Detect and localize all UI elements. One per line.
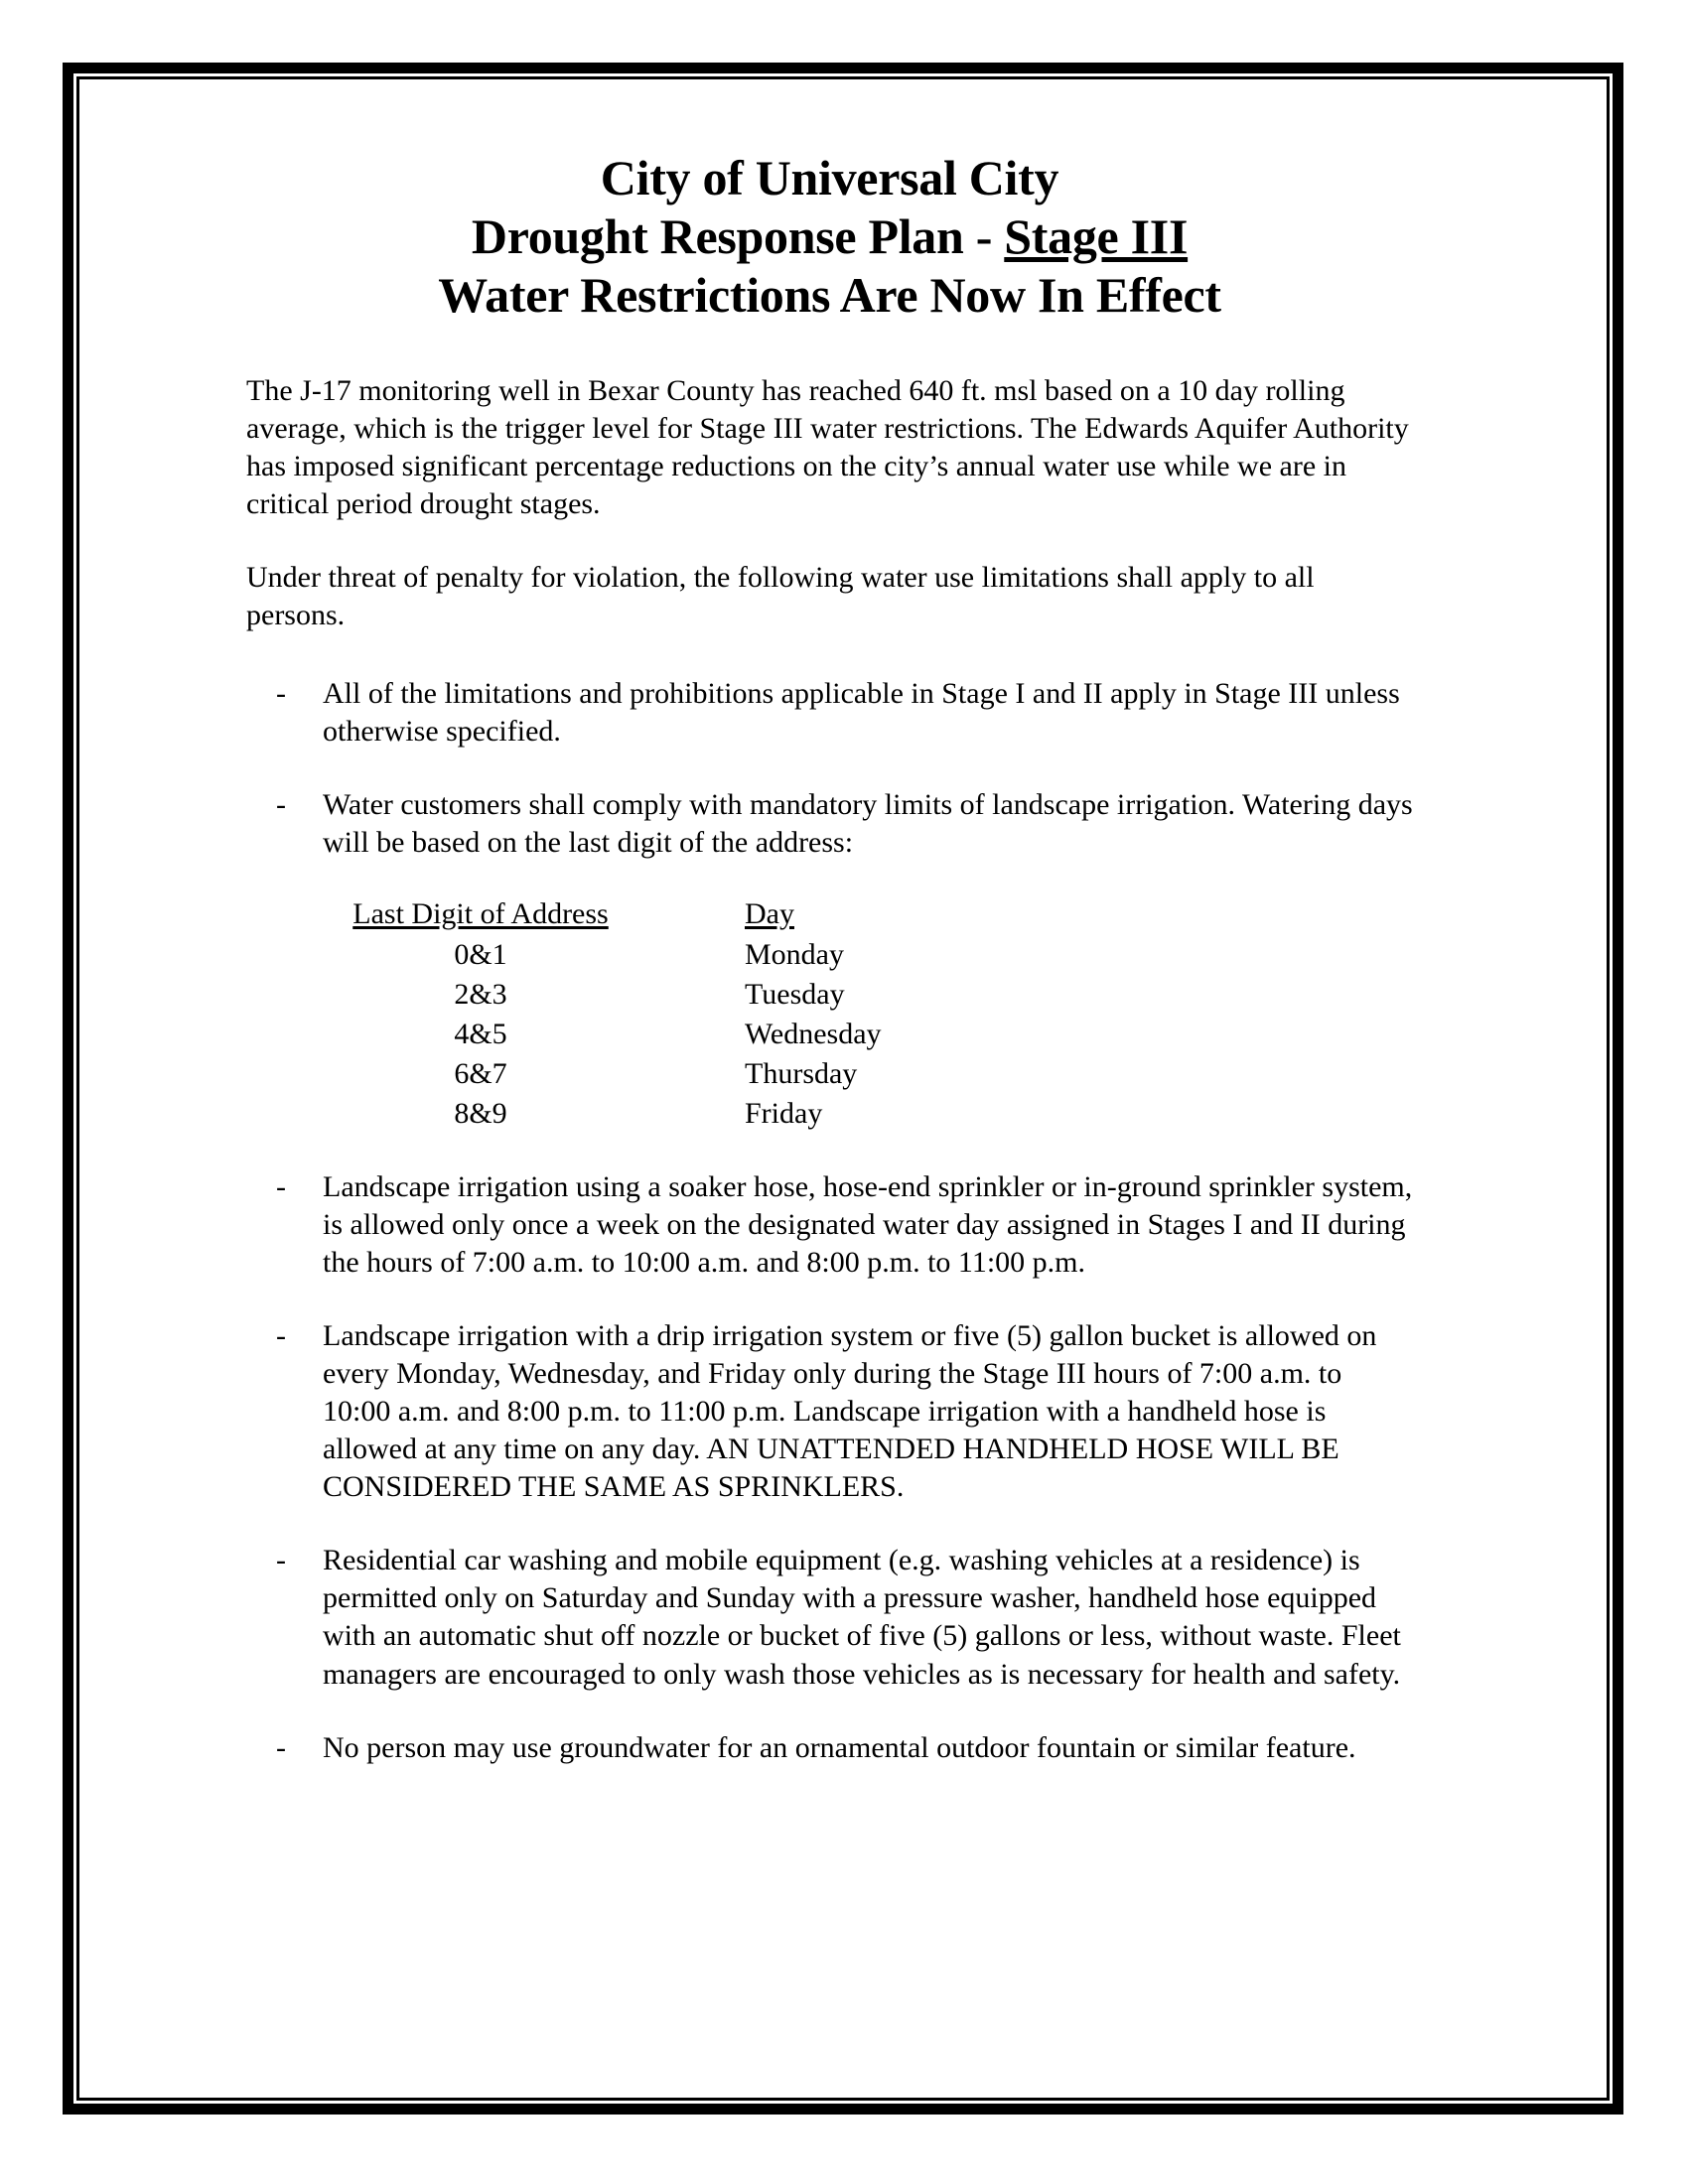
- bullet-marker-icon: -: [276, 1169, 286, 1203]
- cell-last-digit: 4&5: [454, 1018, 507, 1051]
- restrictions-list: [246, 675, 1413, 1767]
- title-line-2-text: Drought Response Plan -: [471, 208, 1005, 264]
- list-item: [246, 1542, 1413, 1693]
- bullet-marker-icon: -: [276, 676, 286, 710]
- list-item: [246, 675, 1413, 751]
- list-item: [246, 1317, 1413, 1506]
- document-content: [246, 149, 1413, 1803]
- cell-day: Tuesday: [745, 978, 845, 1012]
- table-row: [346, 1015, 882, 1054]
- cell-day: Friday: [745, 1097, 823, 1131]
- title-stage-emphasis: Stage III: [1004, 208, 1189, 264]
- column-header-last-digit: Last Digit of Address: [352, 896, 609, 930]
- bullet-marker-icon: -: [276, 787, 286, 821]
- cell-last-digit: 0&1: [454, 938, 507, 972]
- title-line-1: City of Universal City: [600, 150, 1059, 205]
- list-item: [246, 786, 1413, 862]
- intro-paragraph-2: Under threat of penalty for violation, the following water use limitations shall apply to all persons.: [246, 561, 1315, 632]
- list-item: [246, 1729, 1413, 1767]
- list-item: [246, 1168, 1413, 1282]
- intro-paragraph-1: The J-17 monitoring well in Bexar County has reached 640 ft. msl based on a 10 day rolling average, which is the trigger level for Stage III water restrictions. The Edwards Aquifer Authority has imposed significant percentage reductions on the city’s annual water use while we are in critical period drought stages.: [246, 374, 1409, 521]
- table-row: [346, 975, 882, 1015]
- table-row: [346, 935, 882, 975]
- schedule-table: [346, 895, 882, 1135]
- cell-last-digit: 8&9: [454, 1097, 507, 1131]
- bullet-marker-icon: -: [276, 1318, 286, 1352]
- watering-schedule-table: [346, 895, 1413, 1135]
- list-item-text: Landscape irrigation using a soaker hose, hose-end sprinkler or in-ground sprinkler system, is allowed only once a week on the designated water day assigned in Stages I and II during the hours of 7:00 a.m. to 10:00 a.m. and 8:00 p.m. to 11:00 p.m.: [323, 1169, 1413, 1279]
- title-line-3: Water Restrictions Are Now In Effect: [438, 267, 1221, 323]
- table-header-row: [346, 895, 882, 935]
- column-header-day: Day: [745, 896, 794, 930]
- cell-last-digit: 2&3: [454, 978, 507, 1012]
- cell-last-digit: 6&7: [454, 1057, 507, 1091]
- table-row: [346, 1054, 882, 1094]
- cell-day: Monday: [745, 938, 844, 972]
- cell-day: Thursday: [745, 1057, 858, 1091]
- cell-day: Wednesday: [745, 1018, 882, 1051]
- table-row: [346, 1094, 882, 1134]
- page-title: [246, 149, 1413, 325]
- title-line-2: [246, 207, 1413, 266]
- list-item-text: All of the limitations and prohibitions applicable in Stage I and II apply in Stage III unless otherwise specified.: [323, 676, 1400, 748]
- list-item-text: Residential car washing and mobile equipment (e.g. washing vehicles at a residence) is permitted only on Saturday and Sunday with a pressure washer, handheld hose equipped with an automatic shut off nozzle or bucket of five (5) gallons or less, without waste. Fleet managers are encouraged to only wash those vehicles as is necessary for health and safety.: [323, 1544, 1401, 1691]
- list-item-text: No person may use groundwater for an ornamental outdoor fountain or similar feature.: [323, 1730, 1356, 1764]
- bullet-marker-icon: -: [276, 1730, 286, 1764]
- list-item-text: Landscape irrigation with a drip irrigation system or five (5) gallon bucket is allowed on every Monday, Wednesday, and Friday only during the Stage III hours of 7:00 a.m. to 10:00 a.m. and 8:00 p.m. to 11:00 p.m. Landscape irrigation with a handheld hose is allowed at any time on any day. AN UNATTENDED HANDHELD HOSE WILL BE CONSIDERED THE SAME AS SPRINKLERS.: [323, 1318, 1377, 1504]
- bullet-marker-icon: -: [276, 1544, 286, 1577]
- list-item-text: Water customers shall comply with mandatory limits of landscape irrigation. Watering days will be based on the last digit of the address:: [323, 787, 1413, 859]
